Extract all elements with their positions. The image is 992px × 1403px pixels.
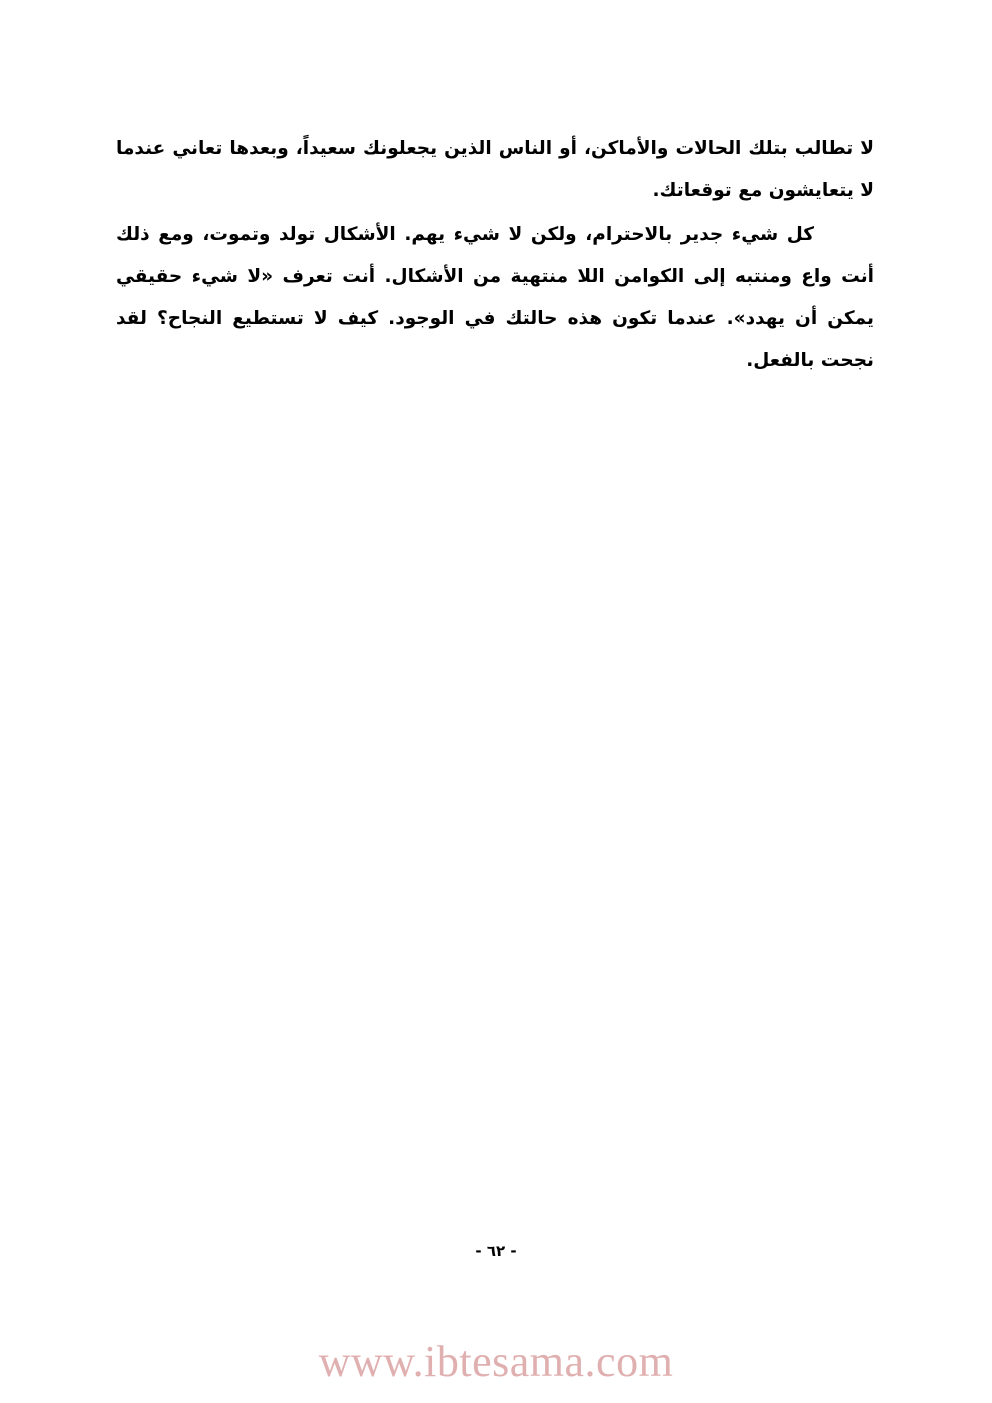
watermark-link: www.ibtesama.com: [318, 1337, 674, 1386]
paragraph-2: كل شيء جدير بالاحترام، ولكن لا شيء يهم. الأشكال تولد وتموت، ومع ذلك أنت واع ومنتبه إلى الكوامن اللا منتهية من الأشكال. أنت تعرف «لا شيء حقيقي يمكن أن يهدد». عندما تكون هذه حالتك في الوجود. كيف لا تستطيع النجاح؟ لقد نجحت بالفعل.: [116, 224, 874, 371]
page-number: - ٦٢ -: [475, 1242, 517, 1260]
paragraph-1: لا تطالب بتلك الحالات والأماكن، أو الناس الذين يجعلونك سعيداً، وبعدها تعاني عندما لا يتعايشون مع توقعاتك.: [116, 138, 874, 201]
page-body: [116, 128, 874, 382]
